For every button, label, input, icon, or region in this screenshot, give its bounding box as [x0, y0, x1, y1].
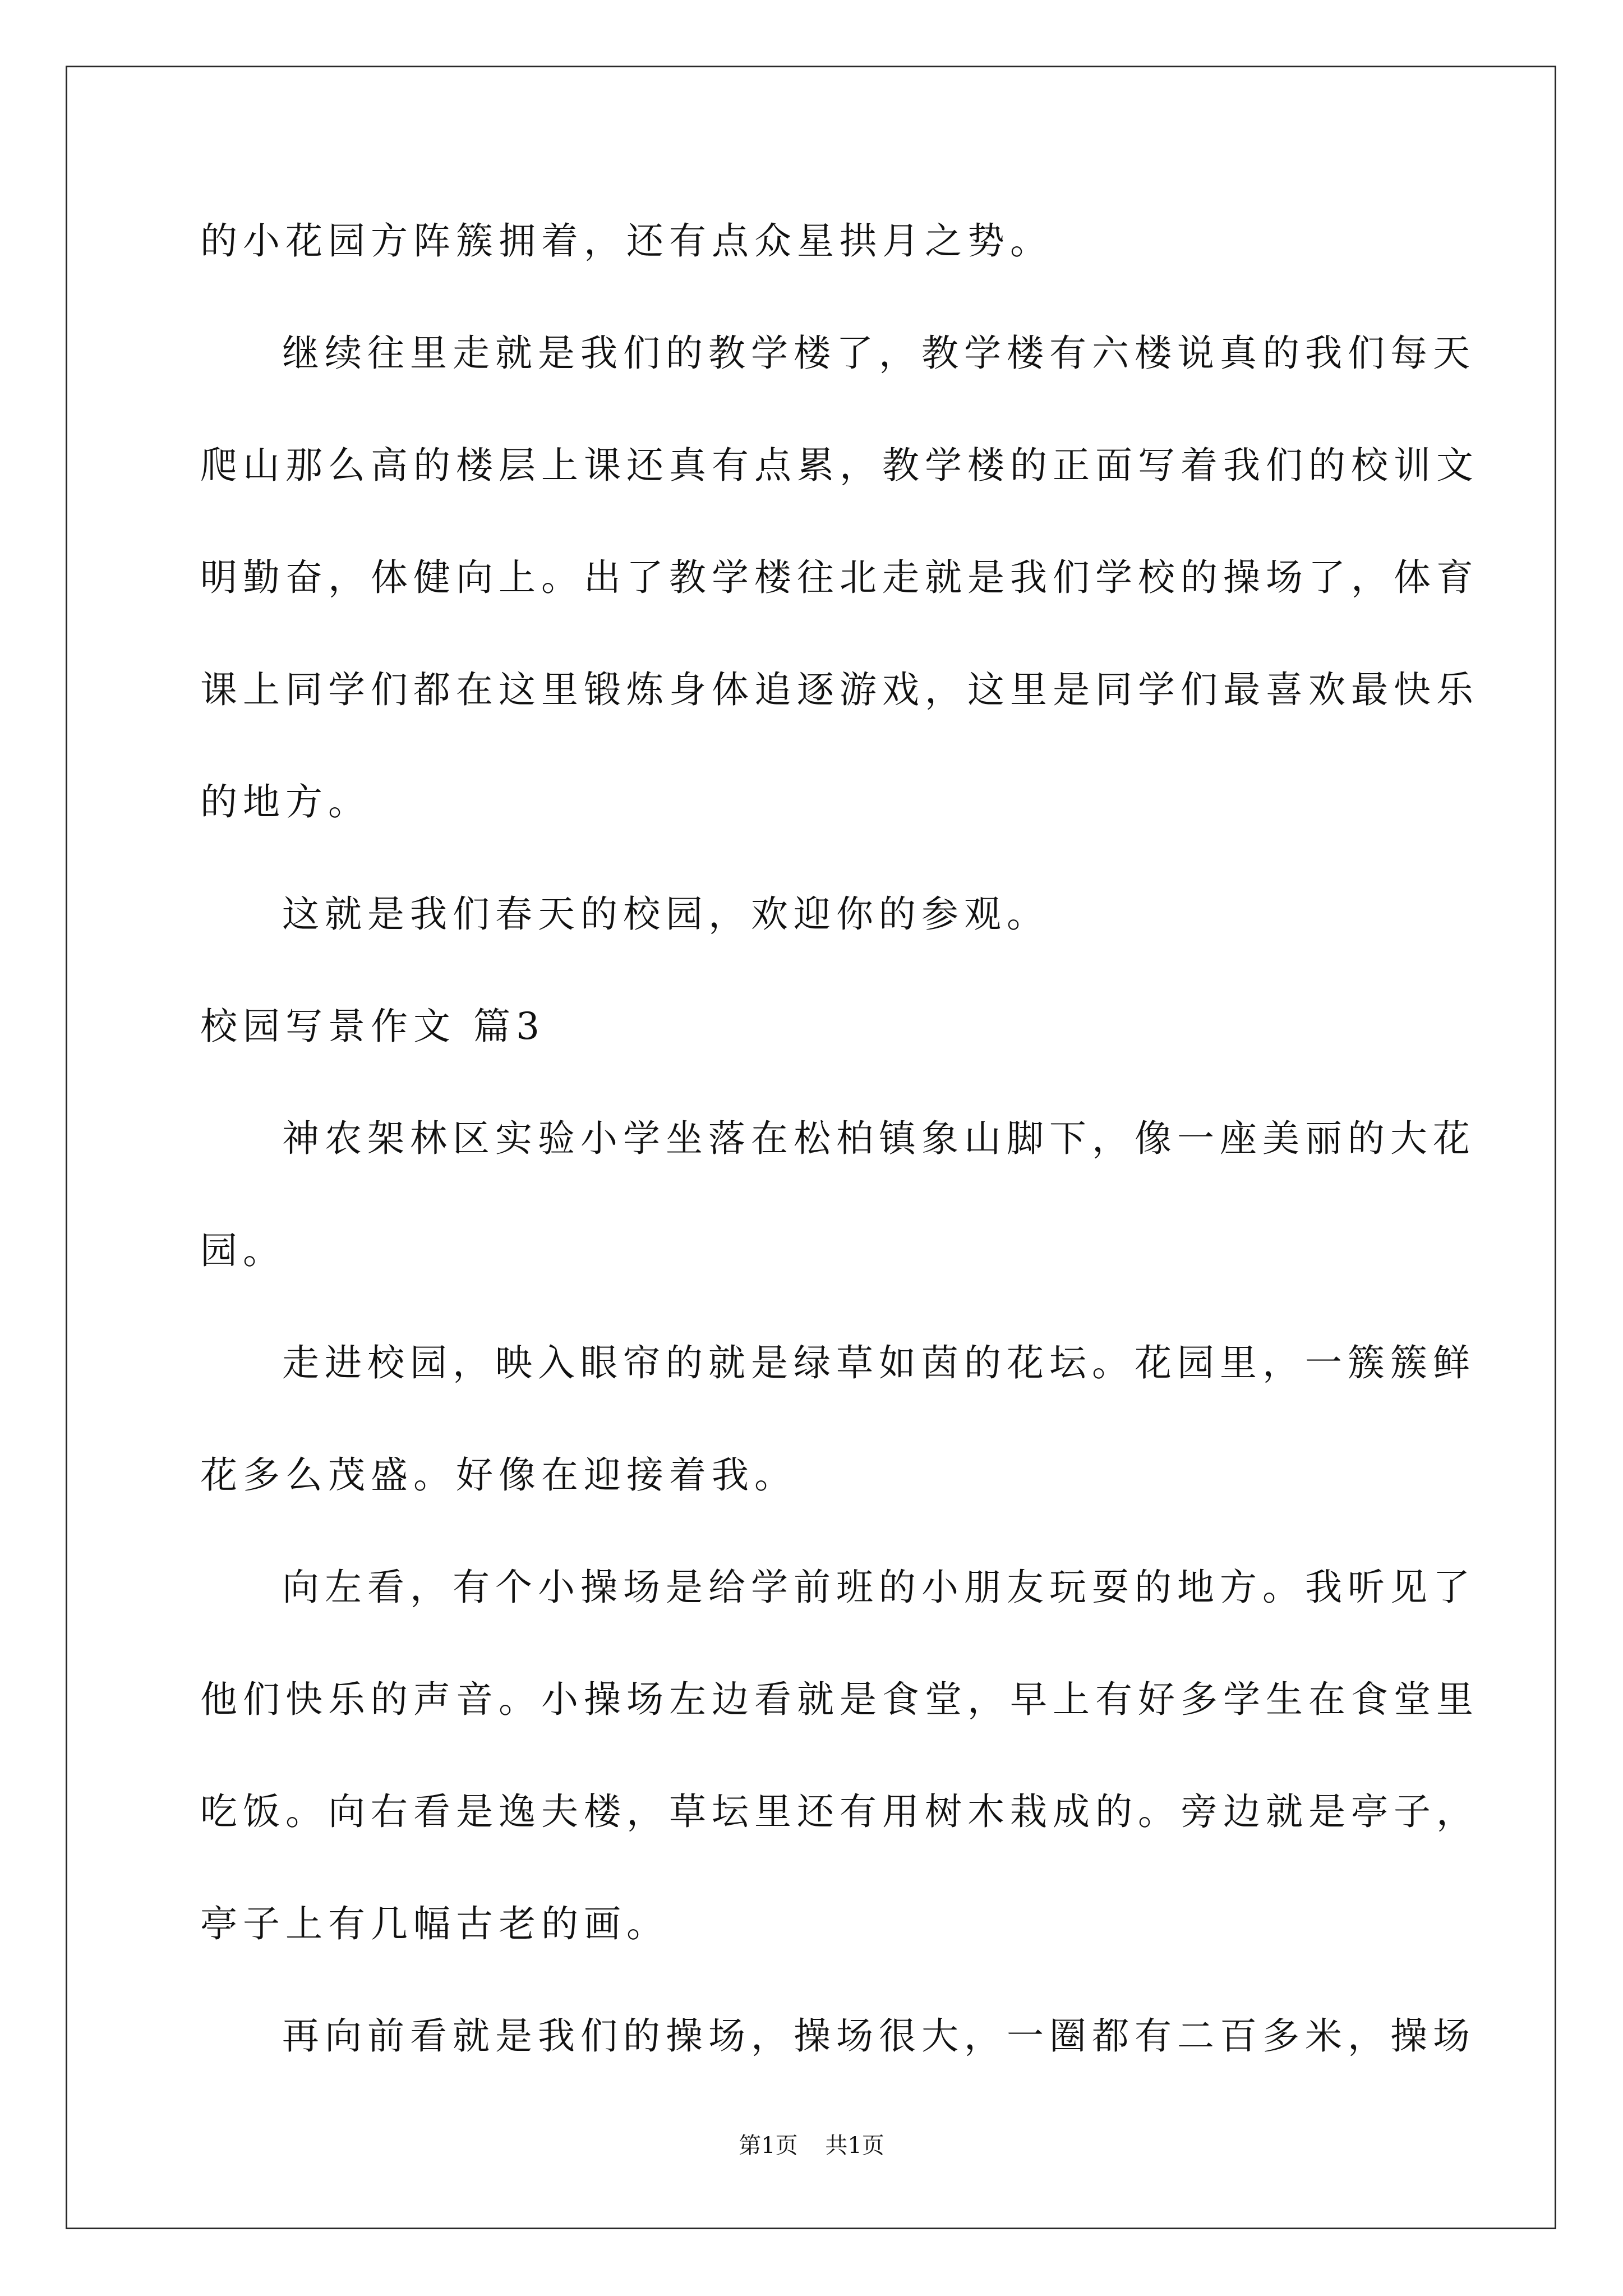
page-footer [0, 2132, 1623, 2160]
text-line: 课上同学们都在这里锻炼身体追逐游戏，这里是同学们最喜欢最快乐 [200, 668, 1479, 711]
section-heading: 校园写景作文 篇3 [200, 1005, 545, 1048]
text-line: 的小花园方阵簇拥着，还有点众星拱月之势。 [200, 219, 1053, 263]
text-line: 花多么茂盛。好像在迎接着我。 [200, 1453, 797, 1497]
page-number: 第1页 [739, 2133, 798, 2159]
text-line: 吃饭。向右看是逸夫楼，草坛里还有用树木栽成的。旁边就是亭子， [200, 1790, 1479, 1833]
text-line: 神农架林区实验小学坐落在松柏镇象山脚下，像一座美丽的大花 [282, 1117, 1476, 1160]
text-line: 的地方。 [200, 780, 371, 823]
text-line: 他们快乐的声音。小操场左边看就是食堂，早上有好多学生在食堂里 [200, 1678, 1479, 1721]
text-line: 走进校园，映入眼帘的就是绿草如茵的花坛。花园里，一簇簇鲜 [282, 1341, 1476, 1384]
text-line: 向左看，有个小操场是给学前班的小朋友玩耍的地方。我听见了 [282, 1566, 1476, 1609]
document-body [200, 219, 1479, 2127]
text-line: 继续往里走就是我们的教学楼了，教学楼有六楼说真的我们每天 [282, 332, 1476, 375]
text-line: 园。 [200, 1229, 285, 1272]
text-line: 再向前看就是我们的操场，操场很大，一圈都有二百多米，操场 [282, 2014, 1476, 2058]
text-line: 亭子上有几幅古老的画。 [200, 1902, 669, 1945]
text-line: 爬山那么高的楼层上课还真有点累，教学楼的正面写着我们的校训文 [200, 444, 1479, 487]
text-line: 这就是我们春天的校园，欢迎你的参观。 [282, 892, 1049, 936]
text-line: 明勤奋，体健向上。出了教学楼往北走就是我们学校的操场了，体育 [200, 556, 1479, 599]
page-total: 共1页 [825, 2133, 884, 2159]
